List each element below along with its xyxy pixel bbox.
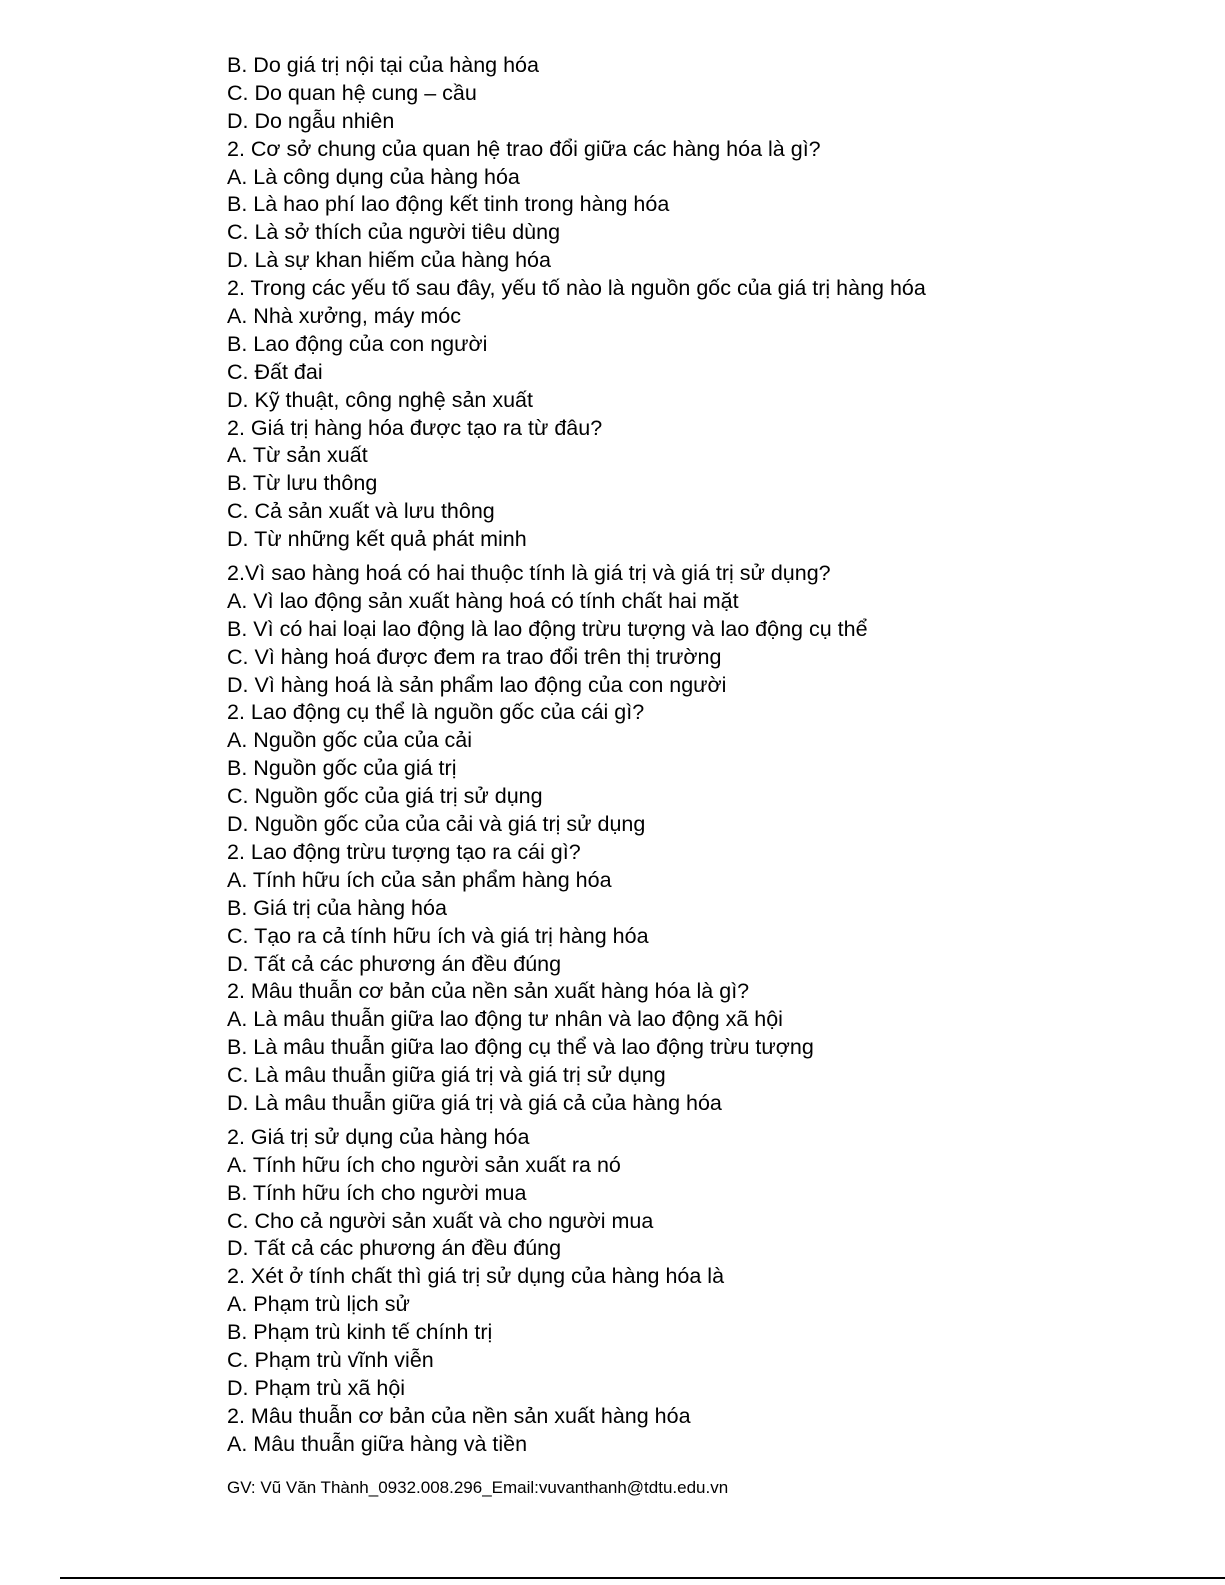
answer-option: C. Vì hàng hoá được đem ra trao đổi trên thị trường: [227, 644, 722, 669]
answer-option: D. Tất cả các phương án đều đúng: [227, 951, 562, 976]
question-line: 2. Lao động cụ thể là nguồn gốc của cái gì?: [227, 700, 645, 725]
answer-option: A. Vì lao động sản xuất hàng hoá có tính chất hai mặt: [227, 588, 739, 613]
answer-option: B. Giá trị của hàng hóa: [227, 895, 447, 920]
answer-option: D. Do ngẫu nhiên: [227, 108, 395, 133]
answer-option: C. Cả sản xuất và lưu thông: [227, 499, 495, 524]
answer-option: B. Tính hữu ích cho người mua: [227, 1180, 527, 1205]
answer-option: C. Là sở thích của người tiêu dùng: [227, 220, 561, 245]
answer-option: C. Đất đai: [227, 359, 323, 384]
question-line: 2. Xét ở tính chất thì giá trị sử dụng của hàng hóa là: [227, 1264, 725, 1289]
answer-option: A. Phạm trù lịch sử: [227, 1292, 410, 1317]
answer-option: C. Tạo ra cả tính hữu ích và giá trị hàng hóa: [227, 923, 649, 948]
answer-option: C. Phạm trù vĩnh viễn: [227, 1347, 434, 1372]
answer-option: B. Nguồn gốc của giá trị: [227, 756, 457, 781]
question-list: [227, 52, 1207, 1459]
answer-option: A. Nguồn gốc của của cải: [227, 728, 473, 753]
question-line: 2. Cơ sở chung của quan hệ trao đổi giữa các hàng hóa là gì?: [227, 136, 821, 161]
question-line: 2. Trong các yếu tố sau đây, yếu tố nào là nguồn gốc của giá trị hàng hóa: [227, 276, 926, 301]
answer-option: D. Là sự khan hiếm của hàng hóa: [227, 248, 551, 273]
answer-option: D. Nguồn gốc của của cải và giá trị sử dụng: [227, 812, 646, 837]
answer-option: B. Phạm trù kinh tế chính trị: [227, 1320, 493, 1345]
answer-option: C. Cho cả người sản xuất và cho người mua: [227, 1208, 654, 1233]
answer-option: A. Mâu thuẫn giữa hàng và tiền: [227, 1431, 528, 1456]
answer-option: B. Do giá trị nội tại của hàng hóa: [227, 53, 539, 77]
answer-option: A. Tính hữu ích của sản phẩm hàng hóa: [227, 867, 612, 892]
answer-option: A. Nhà xưởng, máy móc: [227, 304, 462, 329]
question-line: 2. Lao động trừu tượng tạo ra cái gì?: [227, 839, 581, 864]
question-line: 2. Giá trị hàng hóa được tạo ra từ đâu?: [227, 415, 603, 440]
answer-option: B. Lao động của con người: [227, 331, 488, 356]
answer-option: D. Từ những kết quả phát minh: [227, 527, 527, 552]
answer-option: B. Từ lưu thông: [227, 471, 378, 496]
answer-option: A. Là mâu thuẫn giữa lao động tư nhân và lao động xã hội: [227, 1007, 783, 1032]
question-line: 2.Vì sao hàng hoá có hai thuộc tính là giá trị và giá trị sử dụng?: [227, 561, 831, 586]
answer-option: A. Tính hữu ích cho người sản xuất ra nó: [227, 1152, 621, 1177]
answer-option: D. Kỹ thuật, công nghệ sản xuất: [227, 387, 533, 412]
page-footer: GV: Vũ Văn Thành_0932.008.296_Email:vuvanthanh@tdtu.edu.vn: [227, 1478, 729, 1497]
answer-option: C. Là mâu thuẫn giữa giá trị và giá trị sử dụng: [227, 1063, 666, 1088]
question-line: 2. Giá trị sử dụng của hàng hóa: [227, 1124, 530, 1149]
answer-option: D. Phạm trù xã hội: [227, 1375, 406, 1400]
answer-option: B. Là mâu thuẫn giữa lao động cụ thể và lao động trừu tượng: [227, 1035, 814, 1060]
bottom-rule: [60, 1577, 1225, 1579]
answer-option: D. Là mâu thuẫn giữa giá trị và giá cả của hàng hóa: [227, 1090, 722, 1115]
question-line: 2. Mâu thuẫn cơ bản của nền sản xuất hàng hóa: [227, 1403, 691, 1428]
answer-option: B. Là hao phí lao động kết tinh trong hàng hóa: [227, 192, 670, 217]
answer-option: D. Vì hàng hoá là sản phẩm lao động của con người: [227, 672, 727, 697]
answer-option: B. Vì có hai loại lao động là lao động trừu tượng và lao động cụ thể: [227, 616, 868, 641]
answer-option: A. Là công dụng của hàng hóa: [227, 164, 520, 189]
answer-option: A. Từ sản xuất: [227, 443, 368, 468]
question-line: 2. Mâu thuẫn cơ bản của nền sản xuất hàng hóa là gì?: [227, 979, 750, 1004]
answer-option: C. Nguồn gốc của giá trị sử dụng: [227, 784, 543, 809]
answer-option: C. Do quan hệ cung – cầu: [227, 80, 477, 105]
answer-option: D. Tất cả các phương án đều đúng: [227, 1236, 562, 1261]
